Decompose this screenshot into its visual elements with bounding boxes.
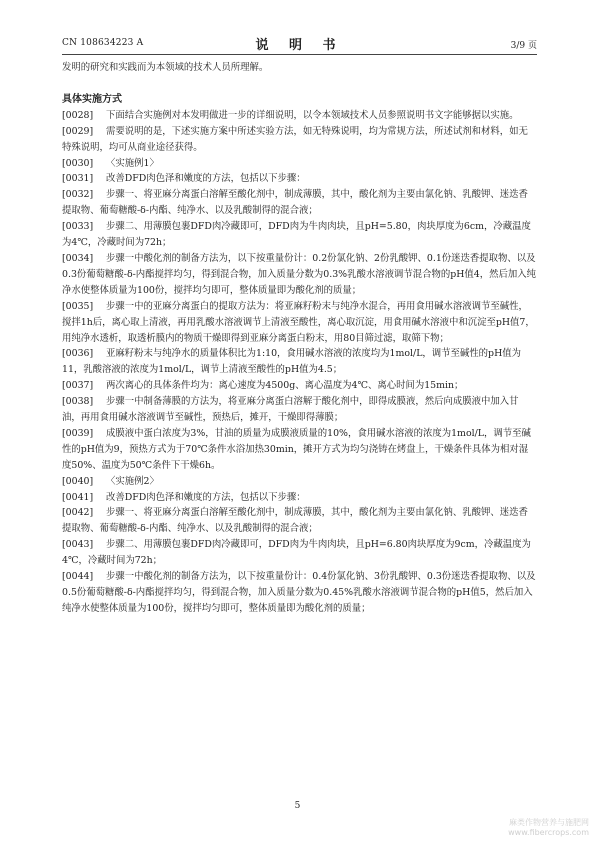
paragraph-0042 — [62, 505, 537, 537]
paragraph-text: 两次离心的具体条件均为：离心速度为4500g、离心温度为4℃、离心时间为15min； — [106, 380, 464, 392]
paragraph-number: [0044] — [62, 571, 94, 583]
paragraph-0039 — [62, 426, 537, 474]
paragraph-number: [0033] — [62, 221, 94, 233]
paragraph-number: [0032] — [62, 189, 94, 201]
watermark — [508, 818, 589, 838]
paragraph-text: 步骤二、用薄膜包裹DFD肉冷藏即可，DFD肉为牛肉肉块，且pH=5.80，肉块厚度为6cm，冷藏温度为4℃，冷藏时间为72h； — [62, 221, 531, 249]
paragraph-0037 — [62, 378, 537, 394]
paragraph-0033 — [62, 219, 537, 251]
paragraph-text: 步骤一中制备薄膜的方法为，将亚麻分离蛋白溶解于酸化剂中，即得成膜液，然后向成膜液中加入甘油，再用食用碱水溶液调节至碱性，预热后，摊开，干燥即得薄膜； — [62, 396, 519, 424]
paragraph-text: 步骤一中酸化剂的制备方法为，以下按重量份计：0.4份氯化钠、3份乳酸钾、0.3份迷迭香提取物、以及0.5份葡萄糖酸-δ-内酯搅拌均匀，得到混合物，加入质量分数为0.45%乳酸水溶液调节混合物的pH值5，然后加入纯净水使整体质量为100份，搅拌均匀即可，整体质量即为酸化剂的质量； — [62, 571, 536, 614]
paragraph-text: 亚麻籽粉末与纯净水的质量体积比为1:10，食用碱水溶液的浓度均为1mol/L，调节至碱性的pH值为11，乳酸溶液的浓度为1mol/L，调节上清液至酸性的pH值为4.5； — [62, 348, 521, 376]
paragraph-number: [0031] — [62, 173, 94, 185]
paragraph-0044 — [62, 569, 537, 617]
spacer — [62, 76, 537, 92]
page-number: 5 — [294, 801, 301, 811]
watermark-url: www.fibercrops.com — [508, 828, 589, 837]
example-heading: 〈实施例2〉 — [106, 475, 159, 487]
paragraph-text: 成膜液中蛋白浓度为3%，甘油的质量为成膜液质量的10%，食用碱水溶液的浓度为1mol/L，调节至碱性的pH值为9，预热方式为于70℃条件水浴加热30min，摊开方式为均匀浇铸在烤盘上，干燥条件具体为相对湿度50%、温度为50℃条件下干燥6h。 — [62, 427, 531, 471]
paragraph-number: [0028] — [62, 109, 94, 121]
paragraph-number: [0039] — [62, 427, 94, 439]
page-header — [62, 34, 537, 52]
paragraph-number: [0035] — [62, 300, 94, 312]
paragraph-text: 改善DFD肉色泽和嫩度的方法，包括以下步骤： — [106, 491, 306, 503]
paragraph-number: [0043] — [62, 539, 94, 551]
paragraph-0031 — [62, 171, 537, 187]
paragraph-0038 — [62, 394, 537, 426]
paragraph-text: 下面结合实施例对本发明做进一步的详细说明，以令本领域技术人员参照说明书文字能够据以实施。 — [106, 109, 519, 121]
paragraph-0041 — [62, 490, 537, 506]
paragraph-0036 — [62, 346, 537, 378]
paragraph-text: 步骤一中酸化剂的制备方法为，以下按重量份计：0.2份氯化钠、2份乳酸钾、0.1份迷迭香提取物、以及0.3份葡萄糖酸-δ-内酯搅拌均匀，得到混合物，加入质量分数为0.3%乳酸水溶液调节混合物的pH值4，然后加入纯净水使整体质量为100份，搅拌均匀即可，整体质量即为酸化剂的质量； — [62, 252, 536, 296]
paragraph-text: 步骤二、用薄膜包裹DFD肉冷藏即可，DFD肉为牛肉肉块，且pH=6.80肉块厚度为9cm，冷藏温度为4℃，冷藏时间为72h； — [62, 539, 531, 567]
paragraph-text: 改善DFD肉色泽和嫩度的方法，包括以下步骤： — [106, 173, 306, 185]
paragraph-text: 步骤一中的亚麻分离蛋白的提取方法为：将亚麻籽粉末与纯净水混合，再用食用碱水溶液调节至碱性，搅拌1h后，离心取上清液，再用乳酸水溶液调节上清液至酸性，离心取沉淀，用食用碱水溶液中和沉淀至pH值7，用纯净水透析，取透析膜内的物质干燥即得到亚麻分离蛋白粉末，用80目筛过滤，取筛下物； — [62, 300, 535, 344]
paragraph-number: [0041] — [62, 491, 94, 503]
paragraph-0032 — [62, 187, 537, 219]
section-heading: 具体实施方式 — [62, 93, 122, 105]
paragraph-0043 — [62, 537, 537, 569]
document-title: 说 明 书 — [255, 38, 344, 53]
paragraph-number: [0030] — [62, 157, 94, 169]
paragraph-text: 步骤一、将亚麻分离蛋白溶解至酸化剂中，制成薄膜，其中，酸化剂为主要由氯化钠、乳酸钾、迷迭香提取物、葡萄糖酸-δ-内酯、纯净水、以及乳酸制得的混合液； — [62, 189, 528, 217]
paragraph-text: 需要说明的是，下述实施方案中所述实验方法，如无特殊说明，均为常规方法，所述试剂和材料，如无特殊说明，均可从商业途径获得。 — [62, 125, 528, 153]
paragraph-number: [0038] — [62, 396, 94, 408]
page-info: 3/9 页 — [510, 41, 537, 51]
paragraph-0029 — [62, 124, 537, 156]
paragraph-text: 步骤一、将亚麻分离蛋白溶解至酸化剂中，制成薄膜，其中，酸化剂为主要由氯化钠、乳酸钾、迷迭香提取物、葡萄糖酸-δ-内酯、纯净水、以及乳酸制得的混合液； — [62, 507, 528, 535]
paragraph-0035 — [62, 299, 537, 347]
paragraph-0028 — [62, 108, 537, 124]
paragraph-0030 — [62, 156, 537, 172]
paragraph-number: [0040] — [62, 475, 94, 487]
watermark-line: 麻类作物营养与施肥网 — [509, 818, 589, 827]
paragraph-number: [0036] — [62, 348, 94, 360]
paragraph-number: [0037] — [62, 380, 94, 392]
intro-line: 发明的研究和实践而为本领域的技术人员所理解。 — [62, 62, 269, 73]
paragraph-0040 — [62, 474, 537, 490]
paragraph-number: [0034] — [62, 252, 94, 264]
paragraph-0034 — [62, 251, 537, 299]
document-number: CN 108634223 A — [62, 38, 144, 48]
header-divider — [62, 54, 537, 55]
paragraph-number: [0042] — [62, 507, 94, 519]
paragraph-number: [0029] — [62, 125, 94, 137]
document-body — [62, 60, 537, 617]
example-heading: 〈实施例1〉 — [106, 157, 159, 169]
